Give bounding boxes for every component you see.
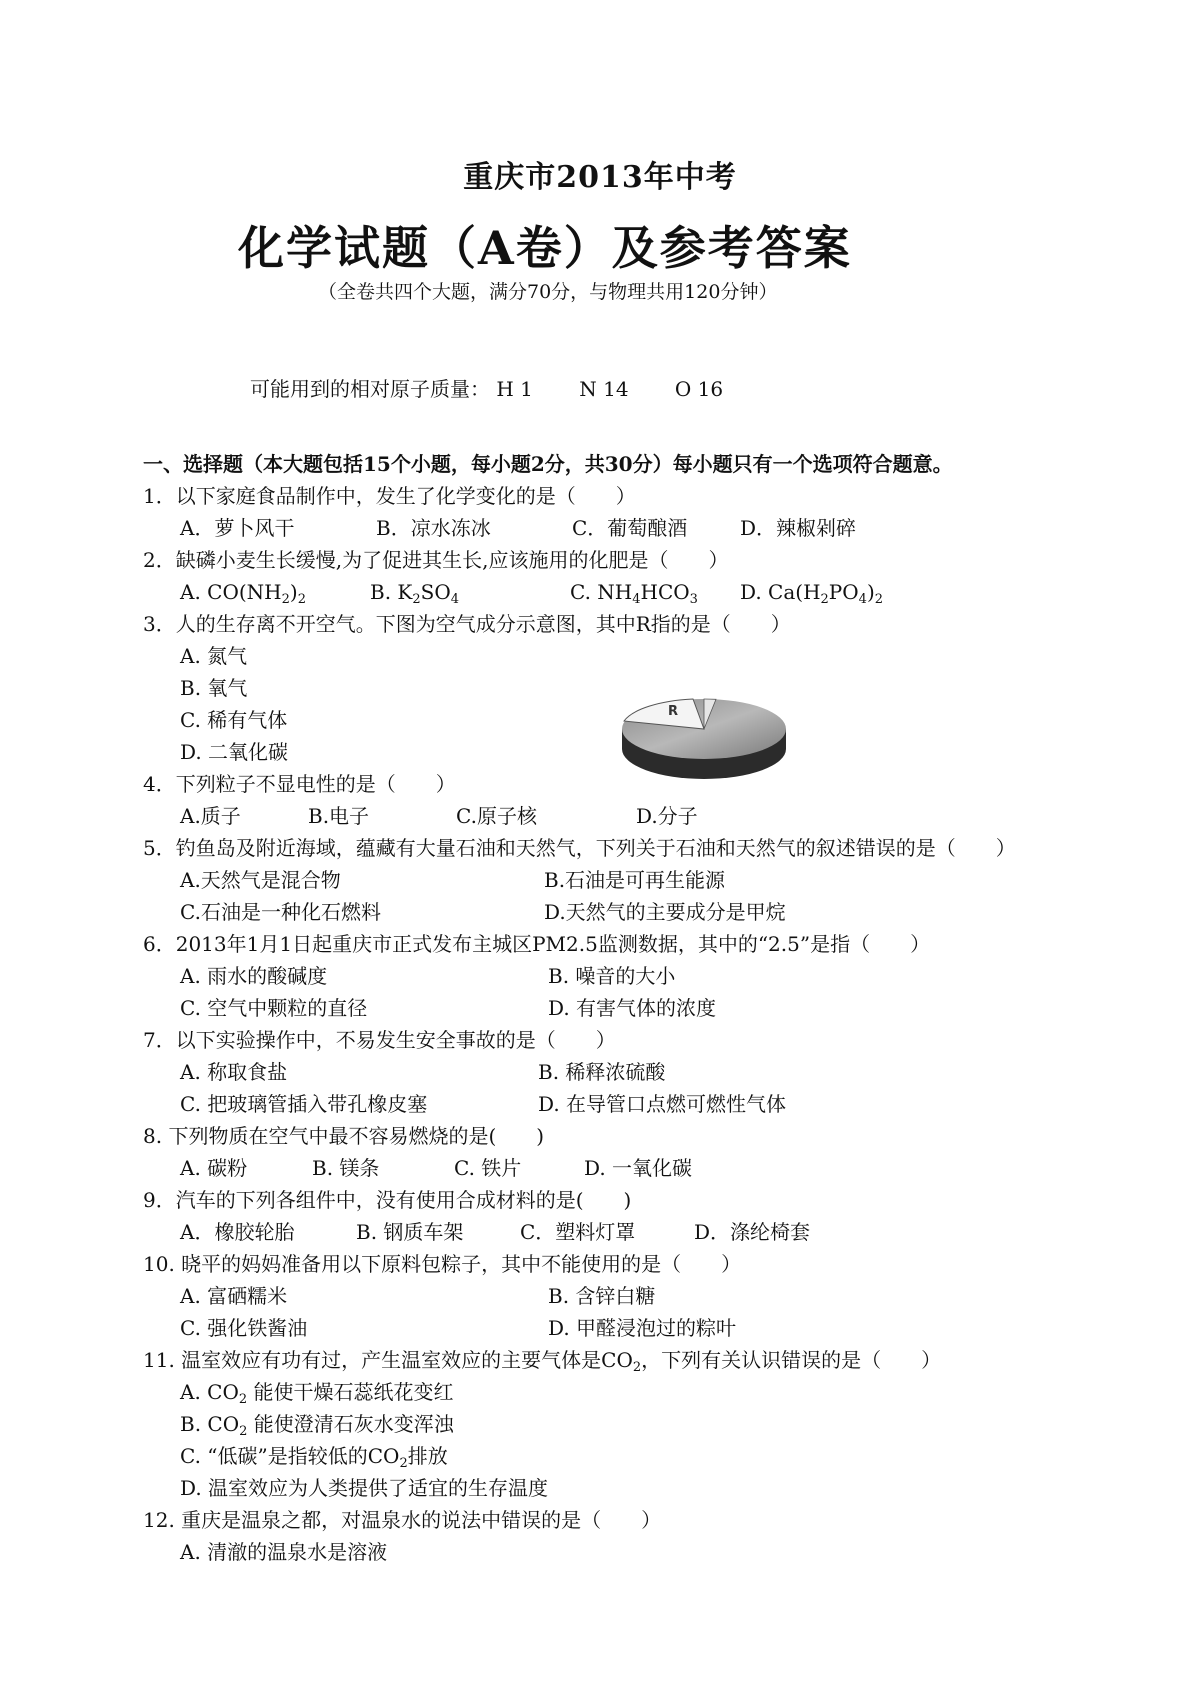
q10-option-a: A. 富硒糯米 xyxy=(180,1284,288,1308)
q1-option-c: C．葡萄酿酒 xyxy=(572,516,688,540)
q2-option-b: B. $K_2SO_4$ xyxy=(370,580,460,607)
question-7-options-ab xyxy=(180,1058,665,1086)
q1-option-d: D．辣椒剁碎 xyxy=(740,516,857,540)
q2-option-c: C. $NH_4HCO_3$ xyxy=(570,580,698,607)
atomic-mass-line xyxy=(250,373,723,402)
atomic-mass-h: H 1 xyxy=(496,377,533,401)
q6-option-c: C. 空气中颗粒的直径 xyxy=(180,996,368,1020)
air-composition-pie-chart xyxy=(620,685,788,785)
question-1-stem: 1．以下家庭食品制作中，发生了化学变化的是（ ） xyxy=(143,484,636,508)
q7-option-b: B. 稀释浓硫酸 xyxy=(538,1060,666,1084)
question-6-options-cd xyxy=(180,994,716,1022)
question-4-options xyxy=(180,802,698,830)
question-2-stem: 2．缺磷小麦生长缓慢,为了促进其生长,应该施用的化肥是（ ） xyxy=(143,548,729,572)
q9-option-d: D．涤纶椅套 xyxy=(694,1220,811,1244)
q2-option-a: A. $CO(NH_2)_2$ xyxy=(180,580,306,607)
atomic-mass-label: 可能用到的相对原子质量： xyxy=(250,377,490,401)
q10-option-d: D. 甲醛浸泡过的粽叶 xyxy=(548,1316,737,1340)
q7-option-c: C. 把玻璃管插入带孔橡皮塞 xyxy=(180,1092,428,1116)
question-5-options-ab xyxy=(180,866,725,894)
question-2-options xyxy=(180,578,883,606)
q3-option-b: B. 氧气 xyxy=(180,676,248,700)
question-9-stem: 9．汽车的下列各组件中，没有使用合成材料的是( ) xyxy=(143,1188,632,1212)
question-8-options xyxy=(180,1154,692,1182)
q7-option-a: A. 称取食盐 xyxy=(180,1060,288,1084)
q1-option-b: B．凉水冻冰 xyxy=(376,516,491,540)
q6-option-b: B. 噪音的大小 xyxy=(548,964,676,988)
question-3-stem: 3．人的生存离不开空气。下图为空气成分示意图，其中R指的是（ ） xyxy=(143,612,791,636)
q6-option-d: D. 有害气体的浓度 xyxy=(548,996,717,1020)
q4-option-b: B.电子 xyxy=(308,804,370,828)
q9-option-a: A．橡胶轮胎 xyxy=(180,1220,295,1244)
q3-option-d: D. 二氧化碳 xyxy=(180,740,289,764)
q11-option-d: D. 温室效应为人类提供了适宜的生存温度 xyxy=(180,1476,549,1500)
q12-option-a: A. 清澈的温泉水是溶液 xyxy=(180,1540,388,1564)
q7-option-d: D. 在导管口点燃可燃性气体 xyxy=(538,1092,787,1116)
q2-option-d: D. $Ca(H_2PO_4)_2$ xyxy=(740,580,884,607)
question-8-stem: 8. 下列物质在空气中最不容易燃烧的是( ) xyxy=(143,1124,545,1148)
exam-subtitle: （全卷共四个大题，满分70分，与物理共用120分钟） xyxy=(318,281,778,303)
question-7-options-cd xyxy=(180,1090,786,1118)
question-5-stem: 5．钓鱼岛及附近海域，蕴藏有大量石油和天然气，下列关于石油和天然气的叙述错误的是（ ） xyxy=(143,836,1016,860)
question-12-stem: 12. 重庆是温泉之都，对温泉水的说法中错误的是（ ） xyxy=(143,1508,662,1532)
q4-option-c: C.原子核 xyxy=(456,804,537,828)
q11-option-a: A. $CO_2$ 能使干燥石蕊纸花变红 xyxy=(180,1380,454,1407)
q10-option-c: C. 强化铁酱油 xyxy=(180,1316,308,1340)
q8-option-c: C. 铁片 xyxy=(454,1156,522,1180)
q9-option-c: C．塑料灯罩 xyxy=(520,1220,636,1244)
q11-option-c: C. “低碳”是指较低的$CO_2$排放 xyxy=(180,1444,448,1471)
q11-option-b: B. $CO_2$ 能使澄清石灰水变浑浊 xyxy=(180,1412,454,1439)
q3-option-c: C. 稀有气体 xyxy=(180,708,288,732)
q4-option-d: D.分子 xyxy=(636,804,698,828)
q3-option-a: A. 氮气 xyxy=(180,644,248,668)
q8-option-b: B. 镁条 xyxy=(312,1156,380,1180)
section-heading: 一、选择题（本大题包括15个小题，每小题2分，共30分）每小题只有一个选项符合题意。 xyxy=(143,452,953,476)
atomic-mass-o: O 16 xyxy=(674,377,724,401)
question-10-options-cd xyxy=(180,1314,736,1342)
question-4-stem: 4．下列粒子不显电性的是（ ） xyxy=(143,772,456,796)
q9-option-b: B. 钢质车架 xyxy=(356,1220,464,1244)
question-10-options-ab xyxy=(180,1282,655,1310)
q1-option-a: A．萝卜风干 xyxy=(180,516,295,540)
q8-option-a: A. 碳粉 xyxy=(180,1156,248,1180)
question-1-options xyxy=(180,514,856,542)
question-10-stem: 10. 晓平的妈妈准备用以下原料包粽子，其中不能使用的是（ ） xyxy=(143,1252,742,1276)
question-6-stem: 6．2013年1月1日起重庆市正式发布主城区PM2.5监测数据，其中的“2.5”是指（ ） xyxy=(143,932,931,956)
question-5-options-cd xyxy=(180,898,786,926)
exam-title-main: 化学试题（A卷）及参考答案 xyxy=(238,221,852,275)
q6-option-a: A. 雨水的酸碱度 xyxy=(180,964,328,988)
q8-option-d: D. 一氧化碳 xyxy=(584,1156,693,1180)
q5-option-c: C.石油是一种化石燃料 xyxy=(180,900,381,924)
atomic-mass-n: N 14 xyxy=(579,377,629,401)
question-6-options-ab xyxy=(180,962,675,990)
q5-option-b: B.石油是可再生能源 xyxy=(544,868,726,892)
q5-option-d: D.天然气的主要成分是甲烷 xyxy=(544,900,786,924)
q5-option-a: A.天然气是混合物 xyxy=(180,868,341,892)
question-11-stem: 11. 温室效应有功有过，产生温室效应的主要气体是$CO_2$，下列有关认识错误的是（ ） xyxy=(143,1348,942,1375)
q4-option-a: A.质子 xyxy=(180,804,241,828)
question-7-stem: 7．以下实验操作中，不易发生安全事故的是（ ） xyxy=(143,1028,616,1052)
q10-option-b: B. 含锌白糖 xyxy=(548,1284,656,1308)
exam-title-year: 重庆市2013年中考 xyxy=(463,160,737,195)
question-9-options xyxy=(180,1218,810,1246)
pie-label-r: R xyxy=(668,704,679,719)
